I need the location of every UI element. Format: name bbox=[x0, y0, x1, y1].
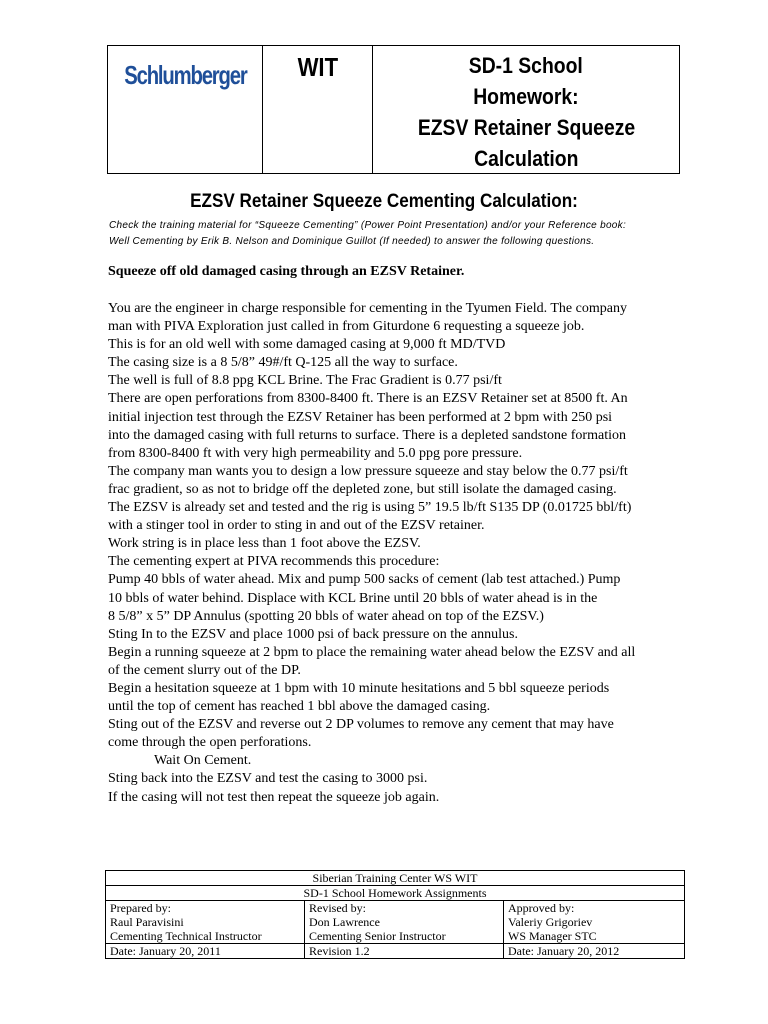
note-line: Check the training material for “Squeeze Cementing” (Power Point Presentation) and/or your Reference book: bbox=[109, 220, 627, 231]
wit-label: WIT bbox=[297, 52, 338, 82]
logo-cell bbox=[108, 46, 263, 173]
body-line: The casing size is a 8 5/8” 49#/ft Q-125 all the way to surface. bbox=[108, 355, 458, 371]
training-center-cell: Siberian Training Center WS WIT bbox=[106, 871, 685, 886]
prepared-date: Date: January 20, 2011 bbox=[106, 944, 305, 959]
body-line: The well is full of 8.8 ppg KCL Brine. The Frac Gradient is 0.77 psi/ft bbox=[108, 373, 502, 389]
note-line: Well Cementing by Erik B. Nelson and Dominique Guillot (If needed) to answer the following questions. bbox=[109, 236, 595, 247]
revision-number: Revision 1.2 bbox=[305, 944, 504, 959]
body-line: with a stinger tool in order to sting in and out of the EZSV retainer. bbox=[108, 518, 485, 534]
body-line: from 8300-8400 ft with very high permeability and 5.0 ppg pore pressure. bbox=[108, 445, 523, 461]
body-line: into the damaged casing with full returns to surface. There is a depleted sandstone formation bbox=[108, 427, 626, 443]
header-title-line: Calculation bbox=[473, 146, 579, 171]
document-header bbox=[107, 45, 680, 174]
body-line: There are open perforations from 8300-8400 ft. There is an EZSV Retainer set at 8500 ft. An bbox=[108, 391, 628, 407]
section-heading: Squeeze off old damaged casing through an EZSV Retainer. bbox=[108, 264, 465, 279]
wit-cell bbox=[263, 46, 373, 173]
revised-name: Don Lawrence bbox=[309, 915, 380, 929]
approved-role: WS Manager STC bbox=[508, 929, 597, 943]
header-title-line: Homework: bbox=[473, 84, 579, 109]
body-line: You are the engineer in charge responsible for cementing in the Tyumen Field. The company bbox=[108, 301, 627, 316]
document-title: EZSV Retainer Squeeze Cementing Calculation: bbox=[190, 191, 578, 212]
instruction-note bbox=[109, 218, 681, 250]
approved-by-cell bbox=[504, 901, 685, 944]
body-line: The cementing expert at PIVA recommends this procedure: bbox=[108, 554, 440, 570]
body-line: Begin a running squeeze at 2 bpm to place the remaining water ahead below the EZSV and all bbox=[108, 644, 636, 660]
body-line: man with PIVA Exploration just called in from Giturdone 6 requesting a squeeze job. bbox=[108, 319, 585, 335]
body-line: 10 bbls of water behind. Displace with KCL Brine until 20 bbls of water ahead is in the bbox=[108, 590, 598, 606]
body-line: The EZSV is already set and tested and the rig is using 5” 19.5 lb/ft S135 DP (0.01725 bbl/ft) bbox=[108, 500, 632, 516]
approved-name: Valeriy Grigoriev bbox=[508, 915, 593, 929]
body-line: Sting back into the EZSV and test the casing to 3000 psi. bbox=[108, 771, 428, 787]
body-line: Sting out of the EZSV and reverse out 2 DP volumes to remove any cement that may have bbox=[108, 717, 614, 733]
body-line: Wait On Cement. bbox=[154, 753, 252, 769]
body-line: Sting In to the EZSV and place 1000 psi of back pressure on the annulus. bbox=[108, 626, 518, 642]
body-line: Work string is in place less than 1 foot above the EZSV. bbox=[108, 536, 421, 552]
body-text bbox=[108, 300, 698, 807]
prepared-name: Raul Paravisini bbox=[110, 915, 184, 929]
footer-table bbox=[105, 870, 685, 959]
revised-by-cell bbox=[305, 901, 504, 944]
approved-label: Approved by: bbox=[508, 901, 575, 915]
body-line: frac gradient, so as not to bridge off the depleted zone, but still isolate the damaged casing. bbox=[108, 481, 617, 497]
header-title-line: EZSV Retainer Squeeze bbox=[417, 115, 635, 140]
body-line: Pump 40 bbls of water ahead. Mix and pump 500 sacks of cement (lab test attached.) Pump bbox=[108, 572, 621, 588]
schlumberger-logo: Schlumberger bbox=[123, 60, 247, 90]
body-line: of the cement slurry out of the DP. bbox=[108, 662, 301, 678]
revised-label: Revised by: bbox=[309, 901, 366, 915]
prepared-label: Prepared by: bbox=[110, 901, 171, 915]
assignments-cell: SD-1 School Homework Assignments bbox=[106, 886, 685, 901]
body-line: until the top of cement has reached 1 bbl above the damaged casing. bbox=[108, 699, 491, 715]
revised-role: Cementing Senior Instructor bbox=[309, 929, 446, 943]
body-line: 8 5/8” x 5” DP Annulus (spotting 20 bbls of water ahead on top of the EZSV.) bbox=[108, 608, 544, 624]
body-line: This is for an old well with some damaged casing at 9,000 ft MD/TVD bbox=[108, 337, 506, 353]
header-title bbox=[373, 46, 679, 173]
body-line: initial injection test through the EZSV Retainer has been performed at 2 bpm with 250 psi bbox=[108, 409, 613, 425]
header-title-line: SD-1 School bbox=[468, 53, 584, 78]
body-line: The company man wants you to design a low pressure squeeze and stay below the 0.77 psi/ft bbox=[108, 463, 628, 479]
prepared-by-cell bbox=[106, 901, 305, 944]
prepared-role: Cementing Technical Instructor bbox=[110, 929, 262, 943]
body-line: If the casing will not test then repeat the squeeze job again. bbox=[108, 789, 440, 805]
body-line: come through the open perforations. bbox=[108, 735, 312, 751]
body-line: Begin a hesitation squeeze at 1 bpm with 10 minute hesitations and 5 bbl squeeze periods bbox=[108, 680, 610, 696]
approved-date: Date: January 20, 2012 bbox=[504, 944, 685, 959]
